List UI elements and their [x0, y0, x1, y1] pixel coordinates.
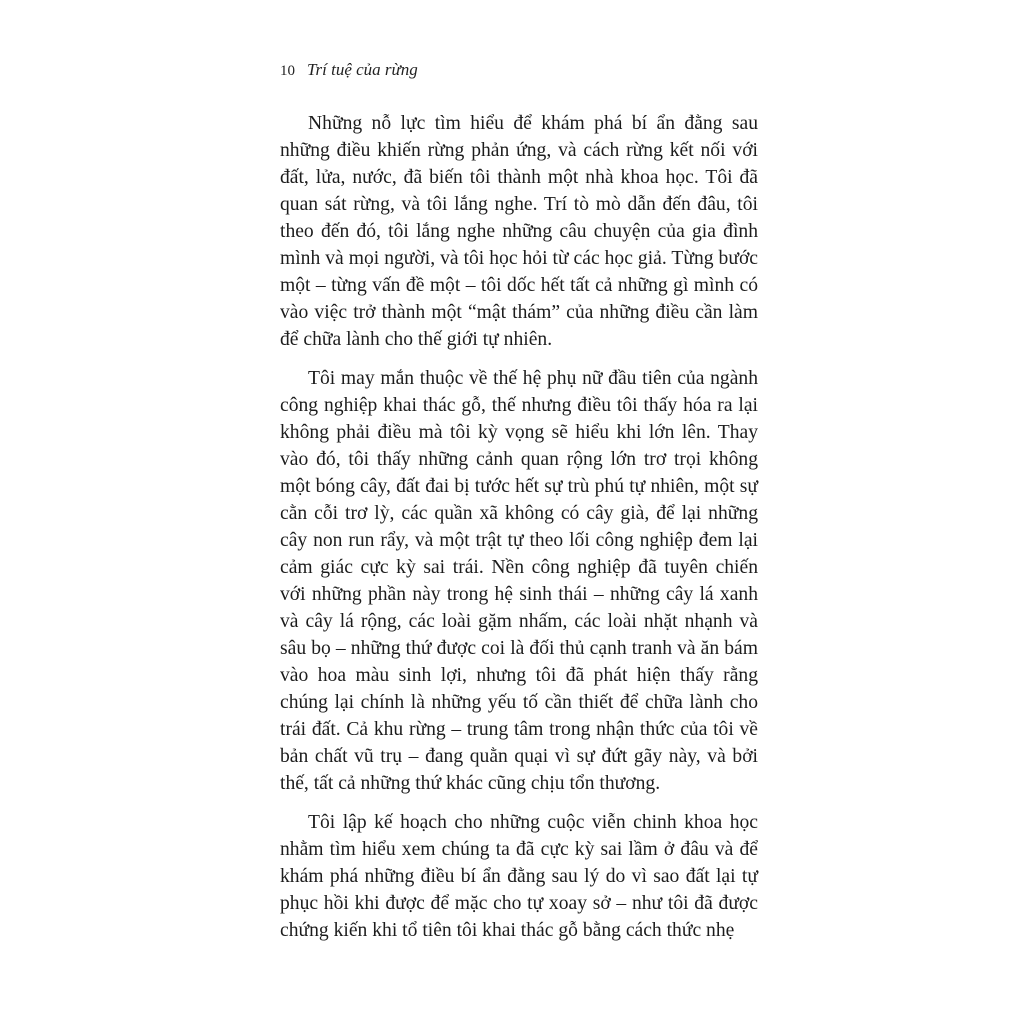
running-title: Trí tuệ của rừng	[307, 60, 418, 79]
paragraph-3: Tôi lập kế hoạch cho những cuộc viễn chinh khoa học nhằm tìm hiểu xem chúng ta đã cực kỳ sai lầm ở đâu và để khám phá những điều bí ẩn đằng sau lý do vì sao đất lại tự phục hồi khi được để mặc cho tự xoay sở – như tôi đã được chứng kiến khi tổ tiên tôi khai thác gỗ bằng cách thức nhẹ	[280, 812, 758, 941]
paragraph-2: Tôi may mắn thuộc về thế hệ phụ nữ đầu tiên của ngành công nghiệp khai thác gỗ, thế nhưng điều tôi thấy hóa ra lại không phải điều mà tôi kỳ vọng sẽ hiểu khi lớn lên. Thay vào đó, tôi thấy những cảnh quan rộng lớn trơ trọi không một bóng cây, đất đai bị tước hết sự trù phú tự nhiên, một sự cằn cỗi trơ lỳ, các quần xã không có cây già, để lại những cây non run rẩy, và một trật tự theo lối công nghiệp đem lại cảm giác cực kỳ sai trái. Nền công nghiệp đã tuyên chiến với những phần này trong hệ sinh thái – những cây lá xanh và cây lá rộng, các loài gặm nhấm, các loài nhặt nhạnh và sâu bọ – những thứ được coi là đối thủ cạnh tranh và ăn bám vào hoa màu sinh lợi, nhưng tôi đã phát hiện thấy rằng chúng lại chính là những yếu tố cần thiết để chữa lành cho trái đất. Cả khu rừng – trung tâm trong nhận thức của tôi về bản chất vũ trụ – đang quằn quại vì sự đứt gãy này, và bởi thế, tất cả những thứ khác cũng chịu tổn thương.	[280, 368, 758, 794]
page-number: 10	[280, 63, 295, 79]
paragraph-1: Những nỗ lực tìm hiểu để khám phá bí ẩn đằng sau những điều khiến rừng phản ứng, và cách rừng kết nối với đất, lửa, nước, đã biến tôi thành một nhà khoa học. Tôi đã quan sát rừng, và tôi lắng nghe. Trí tò mò dẫn đến đâu, tôi theo đến đó, tôi lắng nghe những câu chuyện của gia đình mình và mọi người, và tôi học hỏi từ các học giả. Từng bước một – từng vấn đề một – tôi dốc hết tất cả những gì mình có vào việc trở thành một “mật thám” của những điều cần làm để chữa lành cho thế giới tự nhiên.	[280, 113, 758, 350]
running-header	[280, 60, 760, 86]
body-text	[280, 110, 758, 956]
